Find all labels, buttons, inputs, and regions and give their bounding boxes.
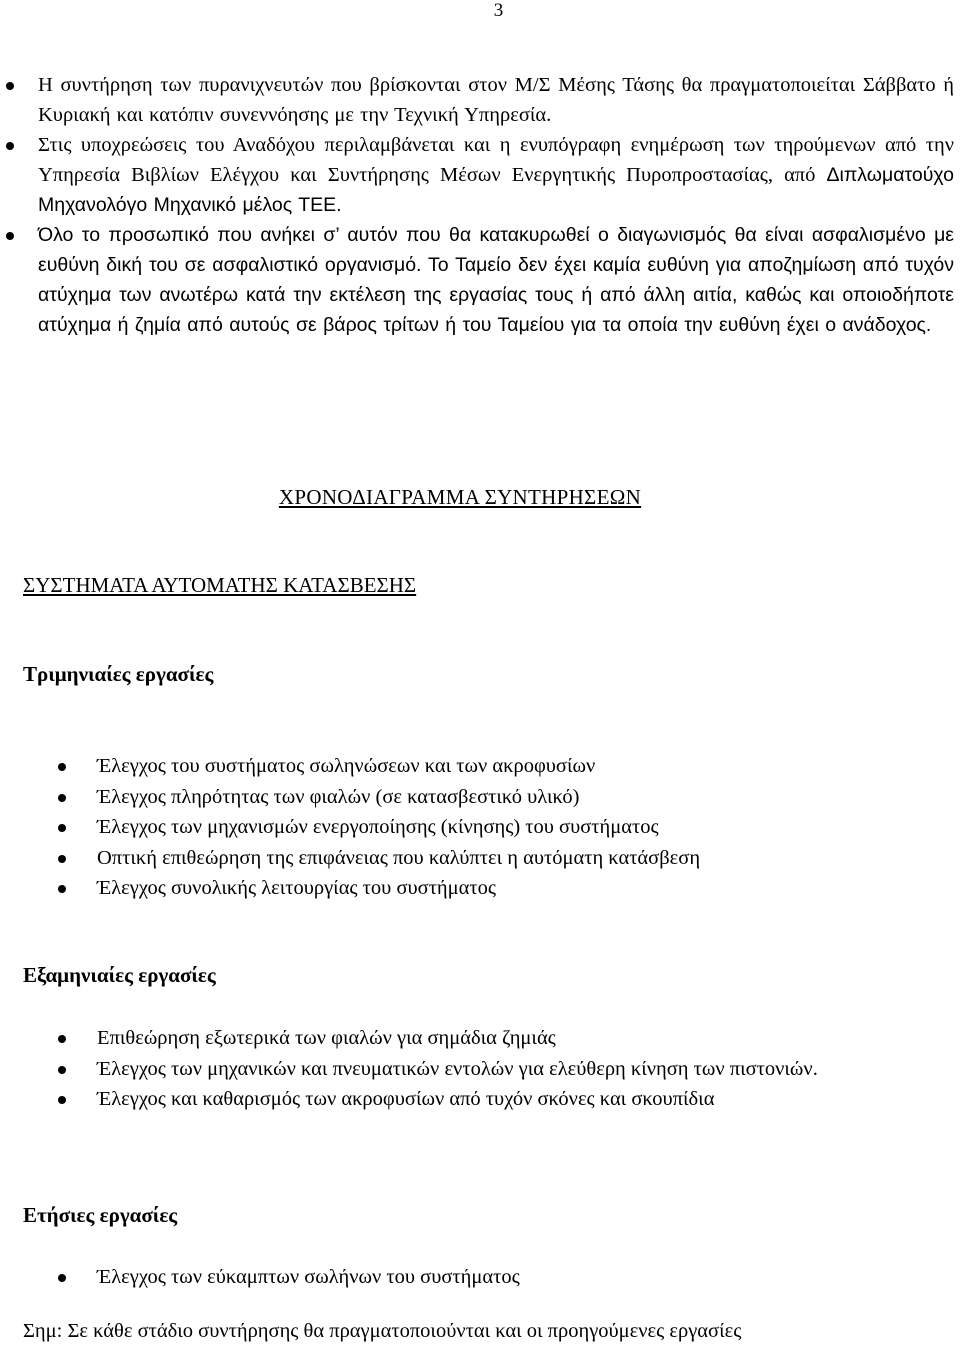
list-item [0,220,960,340]
bullet-icon [58,794,66,802]
list-item-text: Επιθεώρηση εξωτερικά των φιαλών για σημάδια ζημιάς [97,1027,556,1049]
list-item-text: Στις υποχρεώσεις του Αναδόχου περιλαμβάνεται και η ενυπόγραφη ενημέρωση των τηρούμενων από την Υπηρεσία Βιβλίων Ελέγχου και Συντήρησης Μέσων Ενεργητικής Πυροπροστασίας, από [38,134,954,186]
list-item [0,130,960,220]
intro-list [0,70,960,340]
list-item-text: Έλεγχος των μηχανισμών ενεργοποίησης (κίνησης) του συστήματος [97,816,659,838]
list-item-text: Έλεγχος και καθαρισμός των ακροφυσίων από τυχόν σκόνες και σκουπίδια [97,1088,715,1110]
quarterly-list [0,751,960,904]
note: Σημ: Σε κάθε στάδιο συντήρησης θα πραγματοποιούνται και οι προηγούμενες εργασίες [23,1320,742,1342]
list-item [0,843,960,874]
bullet-icon [58,1066,66,1074]
bullet-icon [58,1096,66,1104]
list-item-text: Οπτική επιθεώρηση της επιφάνειας που καλύπτει η αυτόματη κατάσβεση [97,846,701,869]
list-item-text: Έλεγχος πληρότητας των φιαλών (σε κατασβεστικό υλικό) [97,785,580,808]
bullet-icon [6,142,14,150]
quarterly-heading: Τριμηνιαίες εργασίες [23,662,214,686]
list-item [0,812,960,843]
list-item-text: Έλεγχος του συστήματος σωληνώσεων και των ακροφυσίων [97,755,596,777]
bullet-icon [58,1274,66,1282]
list-item-text: Έλεγχος συνολικής λειτουργίας του συστήματος [97,877,496,899]
list-item [0,873,960,904]
schedule-title: ΧΡΟΝΟΔΙΑΓΡΑΜΜΑ ΣΥΝΤΗΡΗΣΕΩΝ [278,485,642,509]
list-item [0,1054,960,1085]
bullet-icon [58,1035,66,1043]
list-item-text: Έλεγχος των μηχανικών και πνευματικών εντολών για ελεύθερη κίνηση των πιστονιών. [97,1057,818,1080]
list-item-text: Η συντήρηση των πυρανιχνευτών που βρίσκονται στον Μ/Σ Μέσης Τάσης θα πραγματοποιείται Σάββατο ή Κυριακή και κατόπιν συνεννόησης με την Τεχνική Υπηρεσία. [38,74,954,126]
bullet-icon [6,232,14,240]
list-item [0,782,960,813]
semiannual-list [0,1023,960,1115]
semiannual-heading: Εξαμηνιαίες εργασίες [23,963,216,987]
list-item-text: Έλεγχος των εύκαμπτων σωλήνων του συστήματος [97,1266,520,1288]
list-item [0,1023,960,1054]
bullet-icon [6,82,14,90]
bullet-icon [58,824,66,832]
bullet-icon [58,885,66,893]
list-item-text: Όλο το προσωπικό που ανήκει σ’ αυτόν που θα κατακυρωθεί ο διαγωνισμός θα είναι ασφαλισμένο με ευθύνη δική του σε ασφαλιστικό οργανισμό. Το Ταμείο δεν έχει καμία ευθύνη για αποζημίωση από τυχόν ατύχημα των ανωτέρω κατά την εκτέλεση της εργασίας τους ή από άλλη αιτία, καθώς και οποιοδήποτε ατύχημα ή ζημία από αυτούς σε βάρος τρίτων ή του Ταμείου για τα οποία την ευθύνη έχει ο ανάδοχος. [38,224,954,336]
list-item [0,1084,960,1115]
list-item [0,751,960,782]
annual-heading: Ετήσιες εργασίες [23,1203,178,1227]
list-item [0,1262,960,1293]
bullet-icon [58,763,66,771]
bullet-icon [58,855,66,863]
annual-list [0,1262,960,1293]
section-title: ΣΥΣΤΗΜΑΤΑ ΑΥΤΟΜΑΤΗΣ ΚΑΤΑΣΒΕΣΗΣ [23,573,417,597]
page-number: 3 [493,0,504,21]
list-item [0,70,960,130]
list-item-text-tail: Διπλωματούχο Μηχανολόγο Μηχανικό μέλος ΤΕΕ. [38,164,954,216]
